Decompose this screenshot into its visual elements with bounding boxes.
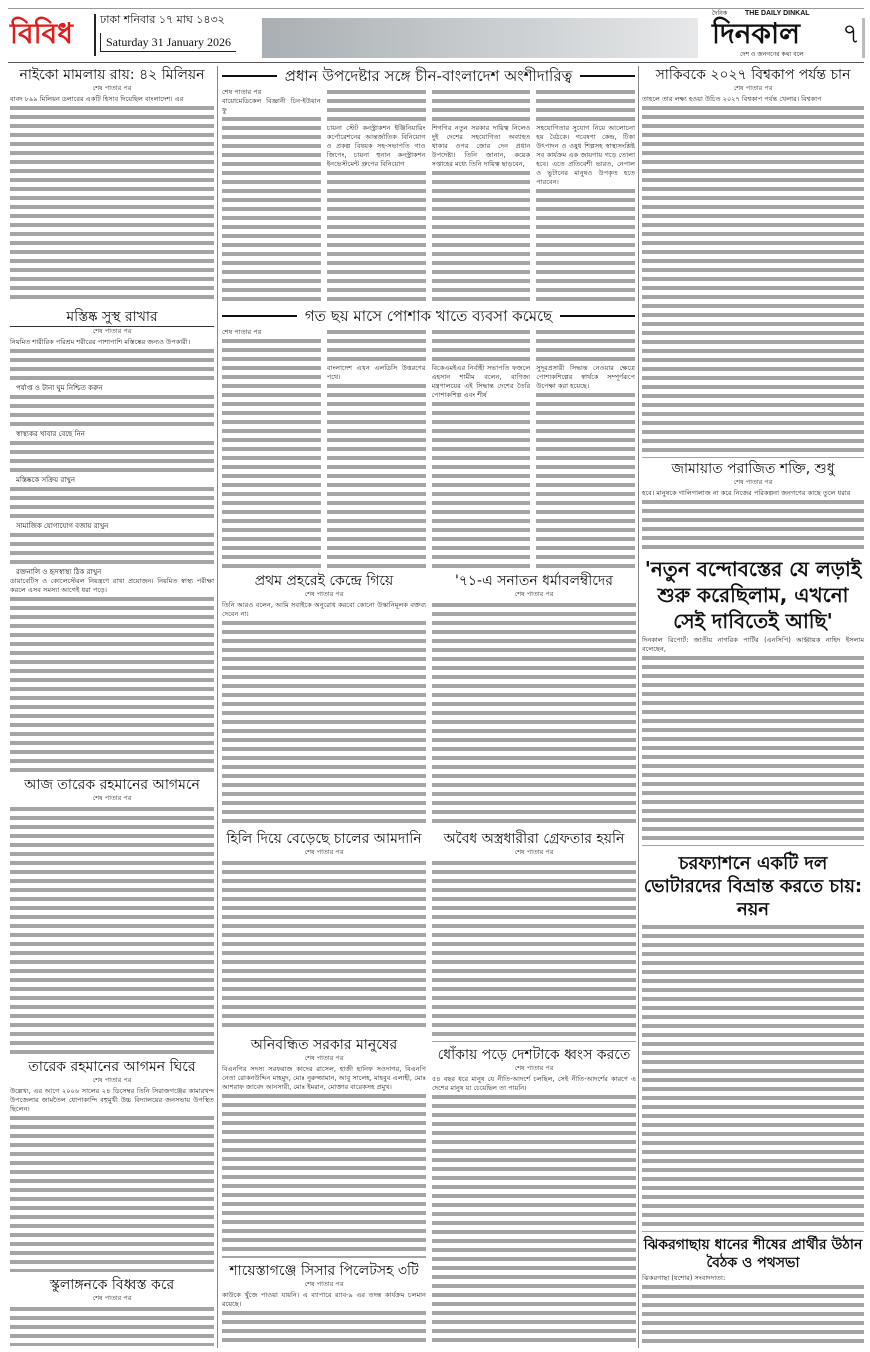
headline-text[interactable]: 'নতুন বন্দোবস্তের যে লড়াই শুরু করেছিলাম, এখনো সেই দাবিতেই আছি' <box>644 557 862 633</box>
text-lines <box>642 654 864 846</box>
text-lines <box>642 498 864 552</box>
body-column <box>222 88 321 302</box>
body-text: হবে। মানুষকে গালিগালাজ না করে নিজের পরিকল্পনা জনগণের কাছে তুলে ধরার <box>642 489 851 497</box>
headline-text[interactable]: সাকিবকে ২০২৭ বিশ্বকাপ পর্যন্ত চান <box>655 67 851 83</box>
article-body <box>222 601 426 828</box>
continued-label: শেষ পাতার পর <box>514 1064 554 1072</box>
body-column <box>10 1087 214 1272</box>
article-body <box>642 1274 864 1346</box>
text-lines <box>327 382 426 568</box>
article-body <box>10 338 214 772</box>
article-body <box>222 1291 426 1346</box>
body-column <box>432 601 636 828</box>
body-text: তিনি আরও বলেন, আমি সবাইকে অনুরোধ করবো কোনো উস্কানিমূলক বক্তব্য দেবেন না। <box>222 601 426 618</box>
continued-label: শেষ পাতার পর <box>92 1076 132 1084</box>
headline[interactable] <box>10 776 214 794</box>
headline-text[interactable]: প্রথম প্রহরেই কেন্দ্রে গিয়ে <box>254 573 394 589</box>
body-text: বাংলাদেশ এখন এলডিসি উত্তরণের পথে। <box>326 364 426 381</box>
text-lines <box>10 104 214 304</box>
body-column <box>432 328 531 568</box>
headline-text[interactable]: আজ তারেক রহমানের আগমনে <box>24 777 200 793</box>
headline-text[interactable]: শায়েস্তাগঞ্জে সিসার পিলেটসহ ৩টি <box>229 1263 419 1279</box>
headline[interactable] <box>642 460 864 478</box>
text-lines <box>432 400 531 568</box>
text-lines <box>10 595 214 772</box>
text-lines <box>327 328 426 364</box>
headline[interactable] <box>222 1036 426 1054</box>
body-column <box>10 1305 214 1346</box>
newspaper-logo: দিনকাল <box>712 17 801 50</box>
headline-text[interactable]: হিলি দিয়ে বেড়েছে চালের আমদানি <box>226 831 422 847</box>
date-bengali: ঢাকা শনিবার ১৭ মাঘ ১৪৩২ <box>100 13 225 26</box>
headline[interactable] <box>10 1276 214 1294</box>
headline[interactable] <box>642 66 864 84</box>
body-column <box>222 601 426 828</box>
article-body <box>10 1305 214 1346</box>
body-column <box>222 859 426 1032</box>
body-column <box>222 1065 426 1258</box>
text-lines <box>432 859 636 1042</box>
continued-label: শেষ পাতার পর <box>733 84 773 92</box>
body-column <box>432 859 636 1042</box>
article-body <box>642 489 864 552</box>
text-lines <box>536 391 635 568</box>
page-number: ৭ <box>842 17 861 50</box>
subheading: মস্তিষ্ককে সক্রিয় রাখুন <box>16 476 76 484</box>
body-text: বায়োমেডিকেল বিজ্ঞানী চিন-ইউয়ান ফু <box>222 97 321 114</box>
article-body <box>222 88 635 302</box>
headline-text[interactable]: নাইকো মামলায় রায়: ৪২ মিলিয়ন <box>19 67 205 83</box>
text-lines <box>10 1114 214 1272</box>
body-text: শিগগির নতুন সরকার দায়িত্ব নিলেও দুই দেশের সহযোগিতা অব্যাহত থাকার ওপর জোর দেন প্রধান উপদেষ্টা। তিনি জানান, কয়েক সপ্তাহের মধ্যে তিনি দায়িত্ব ছাড়বেন, <box>431 124 531 168</box>
headline-text[interactable]: প্রধান উপদেষ্টার সঙ্গে চীন-বাংলাদেশ অংশীদারিত্ব <box>284 67 573 85</box>
article-jamaat <box>642 460 864 552</box>
text-lines <box>222 1092 426 1258</box>
body-column <box>642 636 864 846</box>
body-text: চায়না স্টেট কনস্ট্রাকশন ইঞ্জিনিয়ারিং কর্পোরেশনের আন্তর্জাতিক বিনিয়োগ ও প্রকল্প বিষয়ক সহ-সভাপতি গাও জিপেং, চায়না হুনান কনস্ট্রাকশন ইনভেস্টমেন্ট গ্রুপের বিনিয়োগ <box>326 124 426 168</box>
text-lines <box>432 328 531 364</box>
text-lines <box>536 328 635 364</box>
text-lines <box>222 619 426 828</box>
text-lines <box>432 88 531 124</box>
text-lines <box>327 88 426 124</box>
body-column <box>432 88 531 302</box>
brand-english: THE DAILY DINKAL <box>745 10 810 17</box>
text-lines <box>642 923 864 1232</box>
body-text: তাহলে তার লক্ষ্য হওয়া উচিত ২০২৭ বিশ্বকাপ পর্যন্ত খেলার। বিশ্বকাপ <box>642 95 822 103</box>
body-column <box>642 1274 864 1346</box>
article-body <box>10 95 214 304</box>
subheading: সামাজিক যোগাযোগ বজায় রাখুন <box>16 522 109 530</box>
body-column <box>327 88 426 302</box>
brand-tagline: দেশ ও জনগণের কথা বলে <box>740 51 804 58</box>
column-divider <box>217 66 218 1348</box>
body-text: সহযোগিতার সুযোগ নিয়ে আলোচনা হয় বৈঠকে। গবেষণা কেন্দ্র, টিকা উৎপাদন ও ওষুধ শিল্পসহ স্বাস্থ্যসংশ্লিষ্ট সব কার্যক্রম এক জায়গায় গড়ে তোলা হবে। এতে প্রতিবেশী ভারত, নেপাল ও ভুটানের মানুষও উপকৃত হতে পারবেন। <box>536 124 635 186</box>
continued-label: শেষ পাতার পর <box>304 848 344 856</box>
body-column <box>642 923 864 1232</box>
article-body <box>642 95 864 458</box>
continued-label: শেষ পাতার পর <box>733 478 773 486</box>
article-body <box>432 859 636 1042</box>
headline[interactable] <box>432 1046 636 1064</box>
body-column <box>222 328 321 568</box>
headline[interactable] <box>222 306 635 326</box>
body-column <box>10 338 214 772</box>
text-lines <box>10 439 214 475</box>
headline-text[interactable]: ধোঁকায় পড়ে দেশটাকে ধ্বংস করতে <box>437 1047 631 1063</box>
section-logo: বিবিধ <box>10 17 73 50</box>
headline-text[interactable]: মস্তিষ্ক সুস্থ রাখার <box>66 309 158 325</box>
article-prothom-prohor <box>222 572 426 828</box>
article-jhikorgacha <box>642 1236 864 1346</box>
body-text: বিকেএমইএর নির্বাহী সভাপতি ফজলে এহসান শামীম বলেন, বাণিজ্য মন্ত্রণালয়ের এই সিদ্ধান্ত দেশের তৈরি পোশাকশিল্প এবং শীর্ষ <box>431 364 531 399</box>
text-lines <box>10 1305 214 1346</box>
body-text: শেষ পাতার পর <box>222 328 262 336</box>
body-column <box>222 1291 426 1346</box>
article-mostishko <box>10 308 214 772</box>
text-lines <box>327 169 426 302</box>
brand-prefix: দৈনিক <box>712 10 728 17</box>
headline-text[interactable]: জামায়াত পরাজিত শক্তি, শুধু <box>671 461 835 477</box>
article-body <box>10 805 214 1054</box>
logo-divider <box>94 14 96 56</box>
body-column <box>327 328 426 568</box>
headline-text[interactable]: '৭১-এ সনাতন ধর্মাবলম্বীদের <box>454 573 613 589</box>
article-poshak <box>222 306 635 568</box>
text-lines <box>10 393 214 429</box>
article-body <box>10 1087 214 1272</box>
text-lines <box>10 347 214 383</box>
subheading: রক্তনালি ও হৃদস্বাস্থ্য ঠিক রাখুন <box>16 568 102 576</box>
headline[interactable] <box>642 852 864 921</box>
continued-label: শেষ পাতার পর <box>304 1280 344 1288</box>
text-lines <box>10 805 214 1054</box>
subheading: স্বাস্থ্যকর খাবার বেছে নিন <box>16 430 85 438</box>
text-lines <box>10 485 214 521</box>
article-aj-tarek <box>10 776 214 1054</box>
text-lines <box>536 187 635 302</box>
headline[interactable] <box>222 830 426 848</box>
top-rule <box>8 8 864 9</box>
article-onibondhito <box>222 1036 426 1258</box>
page-edge-band <box>862 18 865 58</box>
headline-text[interactable]: স্কুলাঙ্গনকে বিধ্বস্ত করে <box>49 1277 175 1293</box>
headline-text[interactable]: অনিবন্ধিত সরকার মানুষের <box>250 1037 398 1053</box>
article-body <box>432 1075 636 1346</box>
header-band <box>262 18 698 58</box>
body-column <box>642 95 864 458</box>
article-sakib <box>642 66 864 458</box>
headline[interactable] <box>432 830 636 848</box>
body-text: ডায়াবেটিস ও কোলেস্টেরল নিয়ন্ত্রণে রাখা প্রয়োজন। নিয়মিত স্বাস্থ্য পরীক্ষা করলে এসব সমস্যা আগেই ধরা পড়ে। <box>10 577 214 594</box>
headline-text[interactable]: তারেক রহমানের আগমন ঘিরে <box>28 1059 196 1075</box>
article-body <box>432 601 636 828</box>
body-text: দিনকাল রিপোর্ট: জাতীয় নাগরিক পার্টির (এনসিপি) আহ্বায়ক নাহিদ ইসলাম বলেছেন, <box>642 636 864 653</box>
continued-label: শেষ পাতার পর <box>304 590 344 598</box>
body-column <box>536 328 635 568</box>
article-skul <box>10 1276 214 1346</box>
text-lines <box>222 1309 426 1346</box>
headline[interactable] <box>10 308 214 327</box>
article-notun <box>642 556 864 846</box>
text-lines <box>222 337 321 568</box>
continued-label: শেষ পাতার পর <box>92 327 132 335</box>
text-lines <box>432 169 531 302</box>
text-lines <box>432 1093 636 1346</box>
article-obydh <box>432 830 636 1042</box>
headline[interactable] <box>642 1236 864 1272</box>
text-lines <box>222 115 321 302</box>
body-text: কাউকে খুঁজে পাওয়া যায়নি। এ ব্যাপারে র‍্যাব-৯ এর তদন্ত কার্যক্রম চলমান রয়েছে। <box>222 1291 426 1308</box>
header-rule <box>8 62 864 63</box>
headline-text[interactable]: চরফ্যাশনে একটি দল ভোটারদের বিভ্রান্ত করতে চায়: নয়ন <box>643 853 863 920</box>
continued-label: শেষ পাতার পর <box>514 848 554 856</box>
headline[interactable] <box>222 1262 426 1280</box>
continued-label: শেষ পাতার পর <box>92 84 132 92</box>
text-lines <box>10 531 214 567</box>
headline[interactable] <box>222 66 635 86</box>
headline[interactable] <box>10 66 214 84</box>
headline[interactable] <box>222 572 426 590</box>
body-text: নিয়মিত শারীরিক পরিশ্রম শরীরের পাশাপাশি মস্তিষ্কের জন্যও উপকারী। <box>10 338 191 346</box>
body-column <box>642 489 864 552</box>
body-text: ঝিকরগাছা (যশোর) সংবাদদাতা: <box>642 1274 726 1282</box>
headline[interactable] <box>642 556 864 634</box>
date-english: Saturday 31 January 2026 <box>100 33 236 52</box>
text-lines <box>642 104 864 458</box>
continued-label: শেষ পাতার পর <box>514 590 554 598</box>
article-body <box>222 328 635 568</box>
headline-text[interactable]: গত ছয় মাসে পোশাক খাতে ব্যবসা কমেছে <box>304 307 553 325</box>
body-column <box>536 88 635 302</box>
article-body <box>222 1065 426 1258</box>
article-tarek-ghire <box>10 1058 214 1272</box>
article-naiko <box>10 66 214 304</box>
body-text: উল্লেখ্য, এর আগে ২০০৬ সালের ২৪ ডিসেম্বর তিনি সিরাজগঞ্জের কামারখন্দ উপজেলার জামতৈল ধোপাকান্দি বহুমুখী উচ্চ বিদ্যালয়ের জনসভায় উপস্থিত ছিলেন। <box>10 1087 214 1113</box>
headline-text[interactable]: অবৈধ অস্ত্রধারীরা গ্রেফতার হয়নি <box>443 831 625 847</box>
text-lines <box>642 1283 864 1346</box>
article-china <box>222 66 635 302</box>
headline-text[interactable]: ঝিকরগাছায় ধানের শীষের প্রার্থীর উঠান বৈঠক ও পথসভা <box>643 1237 863 1271</box>
article-chorfashion <box>642 852 864 1232</box>
body-column <box>10 95 214 304</box>
article-body <box>222 859 426 1032</box>
text-lines <box>222 859 426 1032</box>
body-text: বাবদ ৮৯৯ মিলিয়ন ডলারের একটি হিসাব দিয়েছিল বাংলাদেশ। এর <box>10 95 184 103</box>
body-column <box>10 805 214 1054</box>
article-shastaganj <box>222 1262 426 1346</box>
headline[interactable] <box>432 572 636 590</box>
body-column <box>432 1075 636 1346</box>
continued-label: শেষ পাতার পর <box>92 1294 132 1302</box>
article-dhokay <box>432 1046 636 1346</box>
text-lines <box>432 601 636 828</box>
body-text: শেষ পাতার পর <box>222 88 262 96</box>
article-hili <box>222 830 426 1032</box>
body-text: সুদূরপ্রসারী সিদ্ধান্ত নেওয়ার ক্ষেত্রে পোশাকশিল্পের স্বার্থকে সম্পূর্ণরূপে উপেক্ষা করা হয়েছে। <box>536 364 635 390</box>
article-body <box>642 923 864 1232</box>
column-divider <box>638 66 639 1348</box>
article-sonaton <box>432 572 636 828</box>
text-lines <box>536 88 635 124</box>
continued-label: শেষ পাতার পর <box>304 1054 344 1062</box>
body-text: বিএনপির সদস্য সরফরাজ কাদের রাসেল, হাজী হানিফ সওদাগর, বিএনপি নেতা রোকনউদ্দিন মাহমুদ, মোঃ নুরুজ্জামান, আবু সালেহ, মাহবুব এলাহী, মোঃ আশরাফ জাবেদ আনসারী, মোঃ ইমরান, মোক্তার বারেকসহ প্রমুখ। <box>222 1065 426 1091</box>
body-text: ৫৪ বছর ধরে মানুষ যে নীতি-আদর্শে চলছিল, সেই নীতি-আদর্শের কারণে এ দেশের মানুষ যা চেয়েছিল তা পায়নি। <box>432 1075 636 1092</box>
headline[interactable] <box>10 1058 214 1076</box>
continued-label: শেষ পাতার পর <box>92 794 132 802</box>
subheading: পর্যাপ্ত ও টানা ঘুম নিশ্চিত করুন <box>16 384 103 392</box>
article-body <box>642 636 864 846</box>
